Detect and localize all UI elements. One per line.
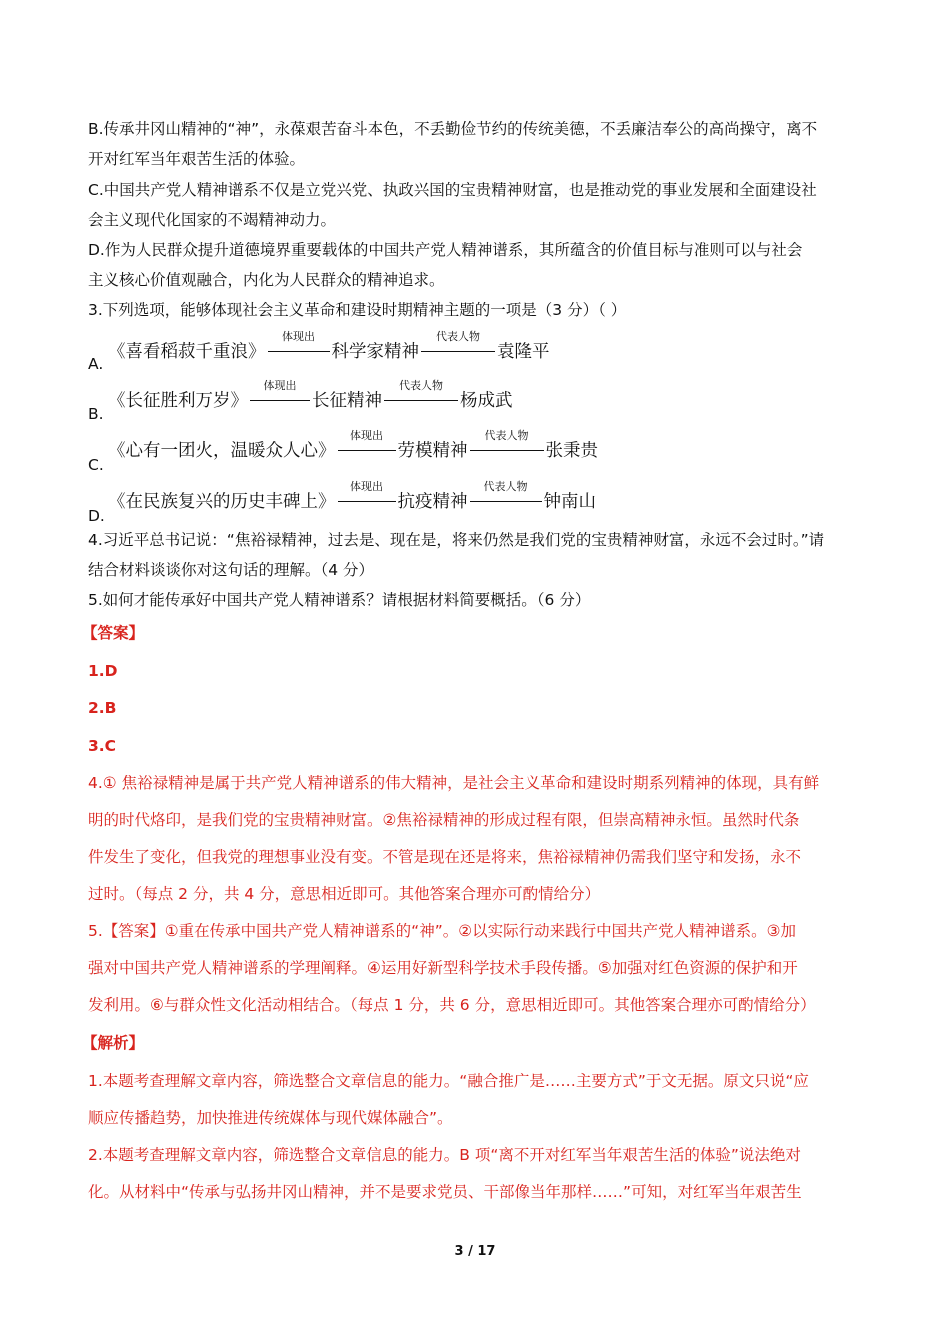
answer-5-line2: 强对中国共产党人精神谱系的学理阐释。④运用好新型科学技术手段传播。⑤加强对红色资源的保护和开 <box>88 959 798 977</box>
option-c-chain <box>108 428 598 462</box>
option-a-letter: A. <box>88 355 104 373</box>
option-spirit: 抗疫精神 <box>397 492 468 512</box>
analysis-1-line1: 1.本题考查理解文章内容，筛选整合文章信息的能力。“融合推广是……主要方式”于文无据。原文只说“应 <box>88 1072 809 1090</box>
option-c-text-line2: 会主义现代化国家的不竭精神动力。 <box>88 211 337 229</box>
option-c-text-line1: C.中国共产党人精神谱系不仅是立党兴党、执政兴国的宝贵精神财富，也是推动党的事业发展和全面建设社 <box>88 181 817 199</box>
option-b-text-line2: 开对红军当年艰苦生活的体验。 <box>88 150 306 168</box>
connector-arrow <box>384 378 458 410</box>
analysis-2-line1: 2.本题考查理解文章内容，筛选整合文章信息的能力。B 项“离不开对红军当年艰苦生活的体验”说法绝对 <box>88 1146 801 1164</box>
answer-4-line4: 过时。（每点 2 分，共 4 分，意思相近即可。其他答案合理亦可酌情给分） <box>88 885 601 903</box>
option-b-letter: B. <box>88 405 104 423</box>
option-person: 杨成武 <box>460 391 513 411</box>
connector-arrow <box>268 329 330 361</box>
connector-label: 体现出 <box>282 329 315 343</box>
option-d-text-line1: D.作为人民群众提升道德境界重要载体的中国共产党人精神谱系，其所蕴含的价值目标与准则可以与社会 <box>88 241 803 259</box>
connector-arrow <box>470 479 542 511</box>
analysis-1-line2: 顺应传播趋势，加快推进传统媒体与现代媒体融合”。 <box>88 1109 453 1127</box>
answer-3: 3.C <box>88 737 117 755</box>
option-title: 《长征胜利万岁》 <box>108 391 248 411</box>
connector-label: 体现出 <box>350 479 383 493</box>
analysis-heading: 【解析】 <box>82 1034 145 1052</box>
answer-5-line3: 发利用。⑥与群众性文化活动相结合。（每点 1 分，共 6 分，意思相近即可。其他答案合理亦可酌情给分） <box>88 996 816 1014</box>
connector-arrow <box>470 428 544 460</box>
option-b-text-line1: B.传承井冈山精神的“神”，永葆艰苦奋斗本色，不丢勤俭节约的传统美德，不丢廉洁奉公的高尚操守，离不 <box>88 120 818 138</box>
answer-4-line1: 4.① 焦裕禄精神是属于共产党人精神谱系的伟大精神，是社会主义革命和建设时期系列精神的体现，具有鲜 <box>88 774 820 792</box>
answer-4-line3: 件发生了变化，但我党的理想事业没有变。不管是现在还是将来，焦裕禄精神仍需我们坚守和发扬，永不 <box>88 848 802 866</box>
option-a-chain <box>108 329 550 363</box>
connector-arrow <box>421 329 495 361</box>
option-b-chain <box>108 378 513 412</box>
answer-4-line2: 明的时代烙印，是我们党的宝贵精神财富。②焦裕禄精神的形成过程有限，但崇高精神永恒。虽然时代条 <box>88 811 800 829</box>
connector-label: 体现出 <box>263 378 297 392</box>
question-5: 5.如何才能传承好中国共产党人精神谱系？请根据材料简要概括。（6 分） <box>88 591 591 609</box>
option-spirit: 长征精神 <box>312 391 382 411</box>
answer-heading: 【答案】 <box>82 624 145 642</box>
connector-label: 代表人物 <box>436 329 480 343</box>
answer-1: 1.D <box>88 662 118 680</box>
option-spirit: 劳模精神 <box>397 441 468 461</box>
option-d-text-line2: 主义核心价值观融合，内化为人民群众的精神追求。 <box>88 271 445 289</box>
answer-5-line1: 5.【答案】①重在传承中国共产党人精神谱系的“神”。②以实际行动来践行中国共产党人精神谱系。③加 <box>88 922 797 940</box>
connector-label: 代表人物 <box>399 378 443 392</box>
connector-arrow <box>338 428 396 460</box>
option-c-letter: C. <box>88 456 104 474</box>
option-person: 钟南山 <box>543 492 596 512</box>
option-d-letter: D. <box>88 507 105 525</box>
connector-arrow <box>338 479 396 511</box>
option-title: 《喜看稻菽千重浪》 <box>108 342 266 362</box>
option-person: 袁隆平 <box>497 342 550 362</box>
option-title: 《在民族复兴的历史丰碑上》 <box>108 492 336 512</box>
page-number: 3 / 17 <box>454 1244 496 1259</box>
question-4-line1: 4.习近平总书记说：“焦裕禄精神，过去是、现在是，将来仍然是我们党的宝贵精神财富，永远不会过时。”请 <box>88 531 825 549</box>
option-person: 张秉贵 <box>545 441 598 461</box>
option-title: 《心有一团火，温暖众人心》 <box>108 441 336 461</box>
connector-arrow <box>250 378 310 410</box>
option-spirit: 科学家精神 <box>331 342 419 362</box>
connector-label: 代表人物 <box>483 479 528 493</box>
question-3: 3.下列选项，能够体现社会主义革命和建设时期精神主题的一项是（3 分）（ ） <box>88 301 627 319</box>
question-4-line2: 结合材料谈谈你对这句话的理解。（4 分） <box>88 561 375 579</box>
connector-label: 代表人物 <box>484 428 529 442</box>
option-d-chain <box>108 479 596 513</box>
answer-2: 2.B <box>88 699 117 717</box>
connector-label: 体现出 <box>350 428 383 442</box>
analysis-2-line2: 化。从材料中“传承与弘扬井冈山精神，并不是要求党员、干部像当年那样……”可知，对红军当年艰苦生 <box>88 1183 802 1201</box>
